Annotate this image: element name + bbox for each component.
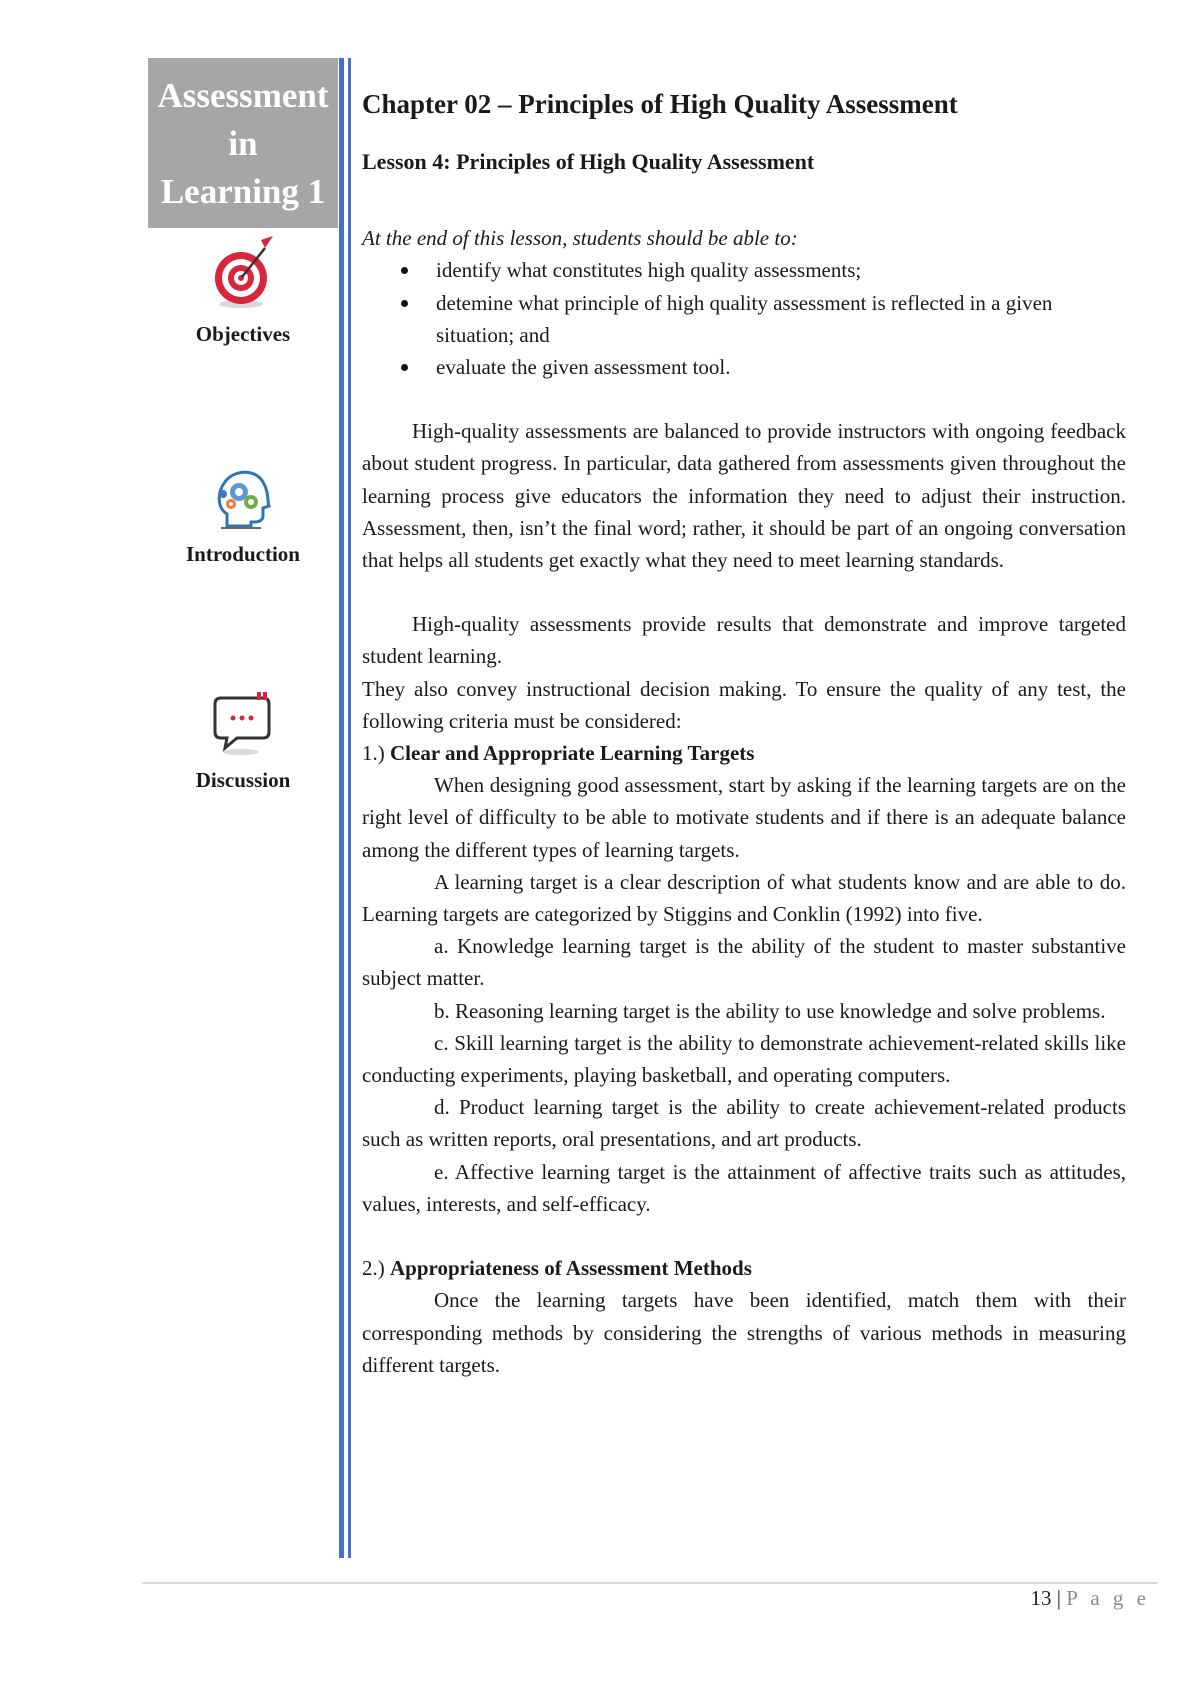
sidebar-discussion (148, 690, 338, 793)
section-number: 1.) (362, 741, 385, 766)
section-heading (362, 737, 1126, 769)
section-paragraph: When designing good assessment, start by asking if the learning targets are on the right level of difficulty to be able to motivate students and if there is an adequate balance among the different types of learning targets. (362, 773, 1126, 862)
section-heading (362, 1252, 1126, 1284)
dartboard-target-icon (211, 234, 275, 310)
learning-target-item: a. Knowledge learning target is the ability of the student to master substantive subject matter. (362, 934, 1126, 991)
chapter-title: Chapter 02 – Principles of High Quality Assessment (362, 89, 958, 119)
list-item: identify what constitutes high quality assessments; (436, 254, 1126, 286)
course-title-line: Assessment (157, 76, 329, 115)
objectives-list (362, 254, 1126, 383)
footer-divider (142, 1582, 1158, 1584)
page-word: P a g e (1066, 1586, 1150, 1610)
sidebar-introduction (148, 464, 338, 567)
section-title: Appropriateness of Assessment Methods (390, 1256, 752, 1281)
list-item: detemine what principle of high quality assessment is reflected in a given situation; and (436, 287, 1126, 351)
course-title-line: in (228, 124, 258, 163)
speech-bubble-icon (211, 690, 275, 756)
section-paragraph: A learning target is a clear description of what students know and are able to do. Learning targets are categorized by Stiggins and Conklin (1992) into five. (362, 869, 1126, 927)
discussion-paragraph: High-quality assessments provide results that demonstrate and improve targeted student learning. (362, 612, 1126, 669)
learning-target-item: d. Product learning target is the ability to create achievement-related products such as written reports, oral presentations, and art products. (362, 1095, 1126, 1152)
objectives-label: Objectives (195, 322, 291, 346)
section-paragraph: Once the learning targets have been identified, match them with their corresponding methods by considering the strengths of various methods in measuring different targets. (362, 1288, 1126, 1377)
list-item: evaluate the given assessment tool. (436, 351, 1126, 383)
learning-target-item: b. Reasoning learning target is the ability to use knowledge and solve problems. (434, 998, 1106, 1023)
section-title: Clear and Appropriate Learning Targets (390, 741, 755, 766)
learning-target-item: c. Skill learning target is the ability to demonstrate achievement-related skills like conducting experiments, playing basketball, and operating computers. (362, 1030, 1126, 1088)
main-content (362, 84, 1126, 1381)
lesson-title: Lesson 4: Principles of High Quality Assessment (362, 149, 815, 174)
course-title-line: Learning 1 (160, 172, 326, 211)
footer-separator: | (1056, 1586, 1061, 1610)
course-title-box (148, 58, 338, 228)
section-number: 2.) (362, 1256, 385, 1281)
introduction-paragraph: High-quality assessments are balanced to provide instructors with ongoing feedback about student progress. In particular, data gathered from assessments given throughout the learning process give educators the information they need to adjust their instruction. Assessment, then, isn’t the final word; rather, it should be part of an ongoing conversation that helps all students get exactly what they need to meet learning standards. (362, 419, 1126, 573)
introduction-label: Introduction (186, 542, 300, 566)
page-footer (1030, 1586, 1150, 1611)
objectives-intro: At the end of this lesson, students should be able to: (362, 226, 798, 251)
sidebar-objectives (148, 234, 338, 347)
vertical-divider (348, 58, 351, 1558)
discussion-label: Discussion (195, 768, 291, 792)
discussion-paragraph: They also convey instructional decision making. To ensure the quality of any test, the following criteria must be considered: (362, 676, 1126, 733)
vertical-divider (339, 58, 344, 1558)
page-number: 13 (1030, 1586, 1052, 1610)
head-gears-icon (211, 464, 275, 530)
learning-target-item: e. Affective learning target is the attainment of affective traits such as attitudes, values, interests, and self-efficacy. (362, 1159, 1126, 1216)
